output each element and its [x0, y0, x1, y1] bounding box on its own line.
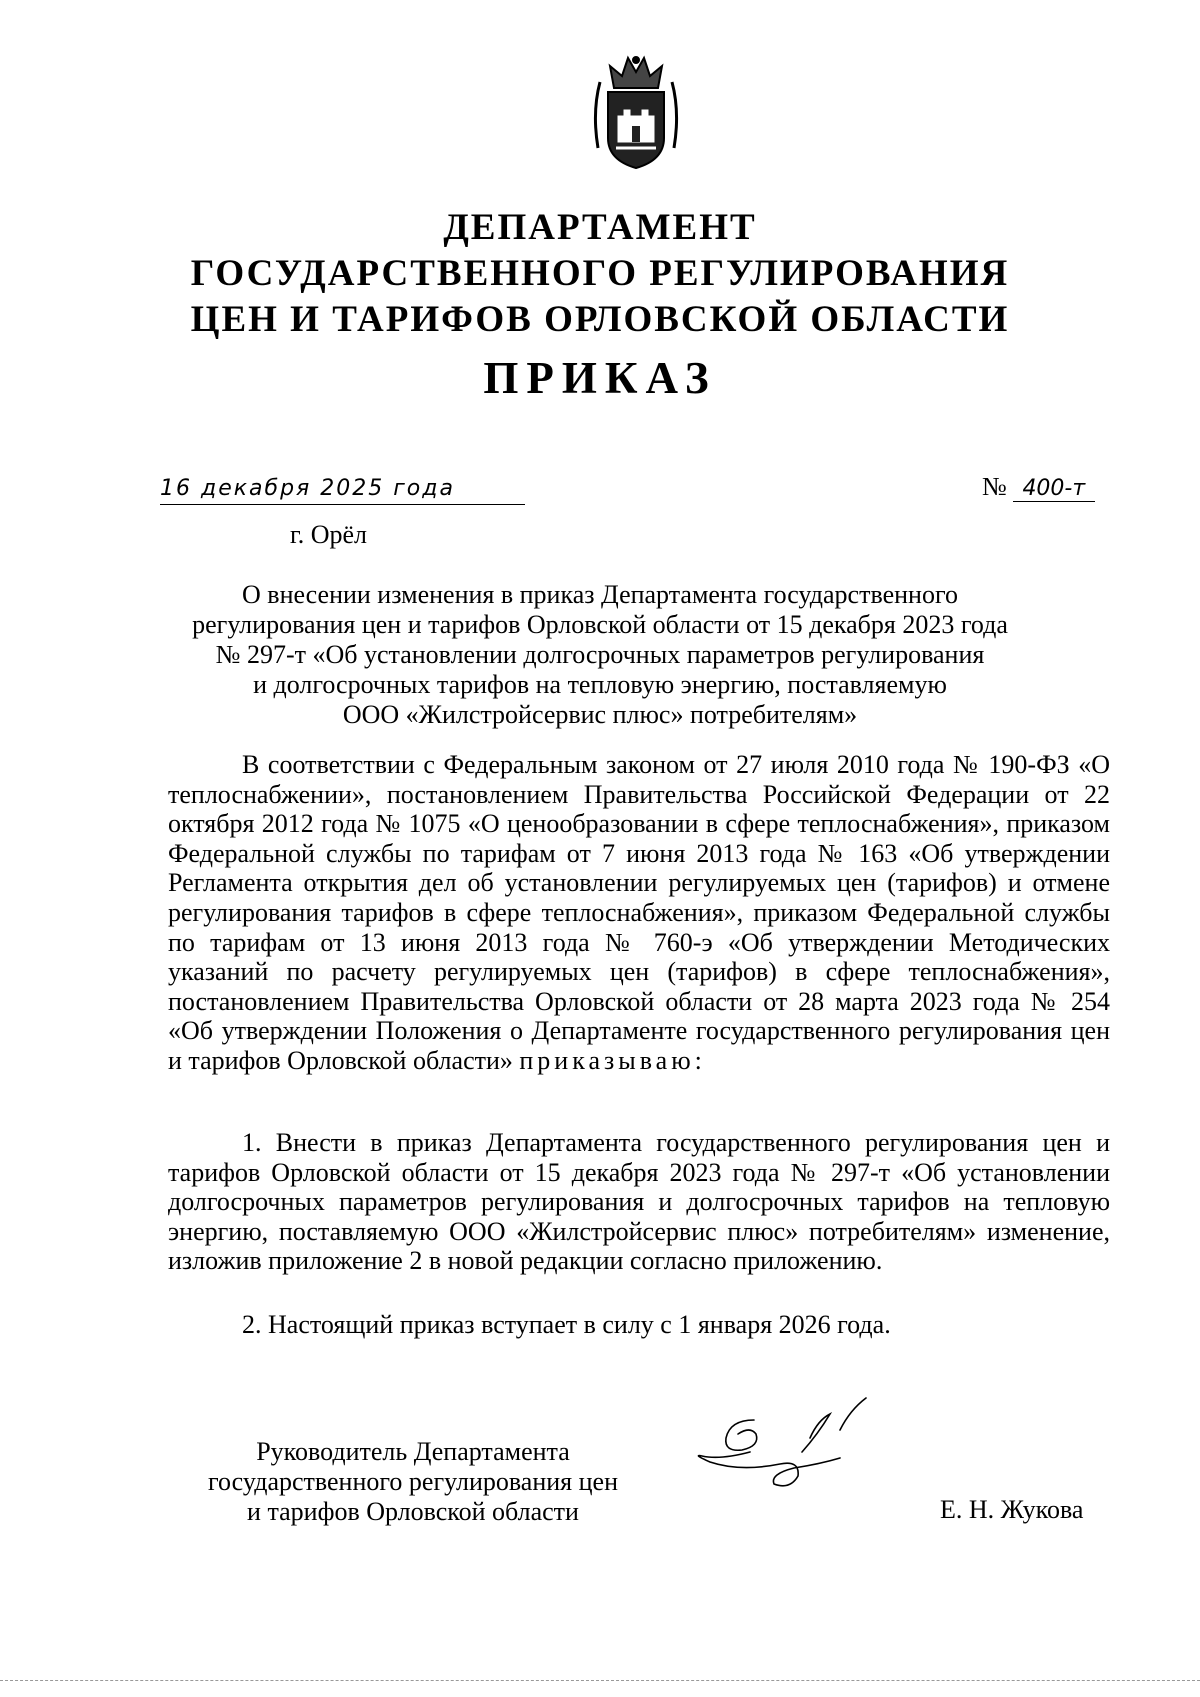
document-title: ПРИКАЗ [483, 353, 717, 403]
preamble-text: В соответствии с Федеральным законом от 27 июля 2010 года № 190-ФЗ «О теплоснабжении», постановлением Правительства Российской Федерации от 22 октября 2012 года № 1075 «О ценообразовании в сфере теплоснабжения», приказом Федеральной службы по тарифам от 7 июня 2013 года № 163 «Об утверждении Регламента открытия дел об установлении регулируемых цен (тарифов) и отмене регулирования тарифов в сфере теплоснабжения», приказом Федеральной службы по тарифам от 13 июня 2013 года № 760-э «Об утверждении Методических указаний по расчету регулируемых цен (тарифов) в сфере теплоснабжения», постановлением Правительства Орловской области от 28 марта 2023 года № 254 «Об утверждении Положения о Департаменте государственного регулирования цен и тарифов Орловской области» [168, 750, 1110, 1075]
subject-line-1: О внесении изменения в приказ Департамента государственного [242, 580, 958, 609]
subject-line-4: и долгосрочных тарифов на тепловую энергию, поставляемую [253, 670, 947, 699]
number-label: № [982, 472, 1007, 501]
signature-icon [690, 1390, 890, 1500]
order-item-1: 1. Внести в приказ Департамента государственного регулирования цен и тарифов Орловской области от 15 декабря 2023 года № 297-т «Об установлении долгосрочных параметров регулирования и долгосрочных тарифов на тепловую энергию, поставляемую ООО «Жилстройсервис плюс» потребителям» изменение, изложив приложение 2 в новой редакции согласно приложению. [168, 1128, 1110, 1276]
city: г. Орёл [290, 520, 368, 549]
order-item-2: 2. Настоящий приказ вступает в силу с 1 января 2026 года. [242, 1310, 891, 1339]
department-line-2: ГОСУДАРСТВЕННОГО РЕГУЛИРОВАНИЯ [190, 253, 1010, 294]
department-name [150, 205, 1050, 343]
department-line-3: ЦЕН И ТАРИФОВ ОРЛОВСКОЙ ОБЛАСТИ [190, 299, 1010, 340]
coat-of-arms-icon [588, 52, 684, 174]
subject-line-2: регулирования цен и тарифов Орловской области от 15 декабря 2023 года [192, 610, 1008, 639]
order-subject [150, 580, 1050, 730]
handwritten-date: 16 декабря 2025 года [160, 476, 525, 505]
signatory-position-line-2: государственного регулирования цен [208, 1467, 618, 1496]
signatory-name: Е. Н. Жукова [940, 1495, 1084, 1524]
preamble-paragraph [168, 750, 1110, 1076]
department-line-1: ДЕПАРТАМЕНТ [443, 207, 757, 248]
order-number [982, 472, 1095, 502]
order-word: приказываю: [519, 1045, 706, 1075]
scan-edge-line [0, 1680, 1200, 1681]
subject-line-3: № 297-т «Об установлении долгосрочных параметров регулирования [215, 640, 985, 669]
signatory-position-line-3: и тарифов Орловской области [247, 1497, 579, 1526]
signatory-position [178, 1437, 648, 1527]
handwritten-number: 400-т [1013, 476, 1095, 502]
subject-line-5: ООО «Жилстройсервис плюс» потребителям» [342, 700, 858, 729]
signatory-position-line-1: Руководитель Департамента [256, 1437, 570, 1466]
